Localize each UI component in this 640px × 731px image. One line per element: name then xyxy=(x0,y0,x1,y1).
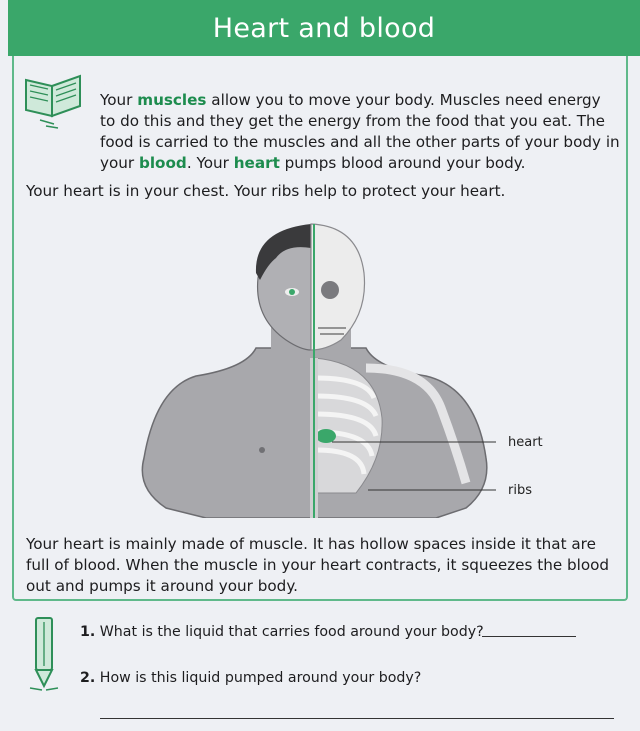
question-1-text: What is the liquid that carries food around your body? xyxy=(99,624,484,640)
question-1 xyxy=(80,624,484,640)
answer-line-1[interactable] xyxy=(482,636,576,637)
chest-text: Your heart is in your chest. Your ribs help to protect your heart. xyxy=(26,182,506,200)
question-1-number: 1. xyxy=(80,624,96,640)
answer-line-2[interactable] xyxy=(100,718,614,719)
body-illustration xyxy=(136,218,496,518)
label-ribs: ribs xyxy=(508,483,532,498)
keyword-muscles: muscles xyxy=(137,91,207,109)
question-2 xyxy=(80,670,421,686)
pencil-icon xyxy=(28,612,62,692)
heart-paragraph: Your heart is mainly made of muscle. It has hollow spaces inside it that are full of blood. When the muscle in your heart contracts, it squeezes the blood out and pumps it around your body. xyxy=(26,535,610,595)
label-heart: heart xyxy=(508,435,543,450)
keyword-heart: heart xyxy=(233,154,280,172)
question-2-text: How is this liquid pumped around your body? xyxy=(99,670,422,686)
title-bar xyxy=(8,0,640,56)
keyword-blood: blood xyxy=(138,154,187,172)
intro-text: Your muscles allow you to move your body. Muscles need energy to do this and they get the energy from the food that you eat. The food is carried to the muscles and all the other parts of your body in your blood. Your heart pumps blood around your body. xyxy=(100,91,620,172)
book-icon xyxy=(20,62,90,132)
page-title: Heart and blood xyxy=(212,12,436,44)
question-2-number: 2. xyxy=(80,670,96,686)
